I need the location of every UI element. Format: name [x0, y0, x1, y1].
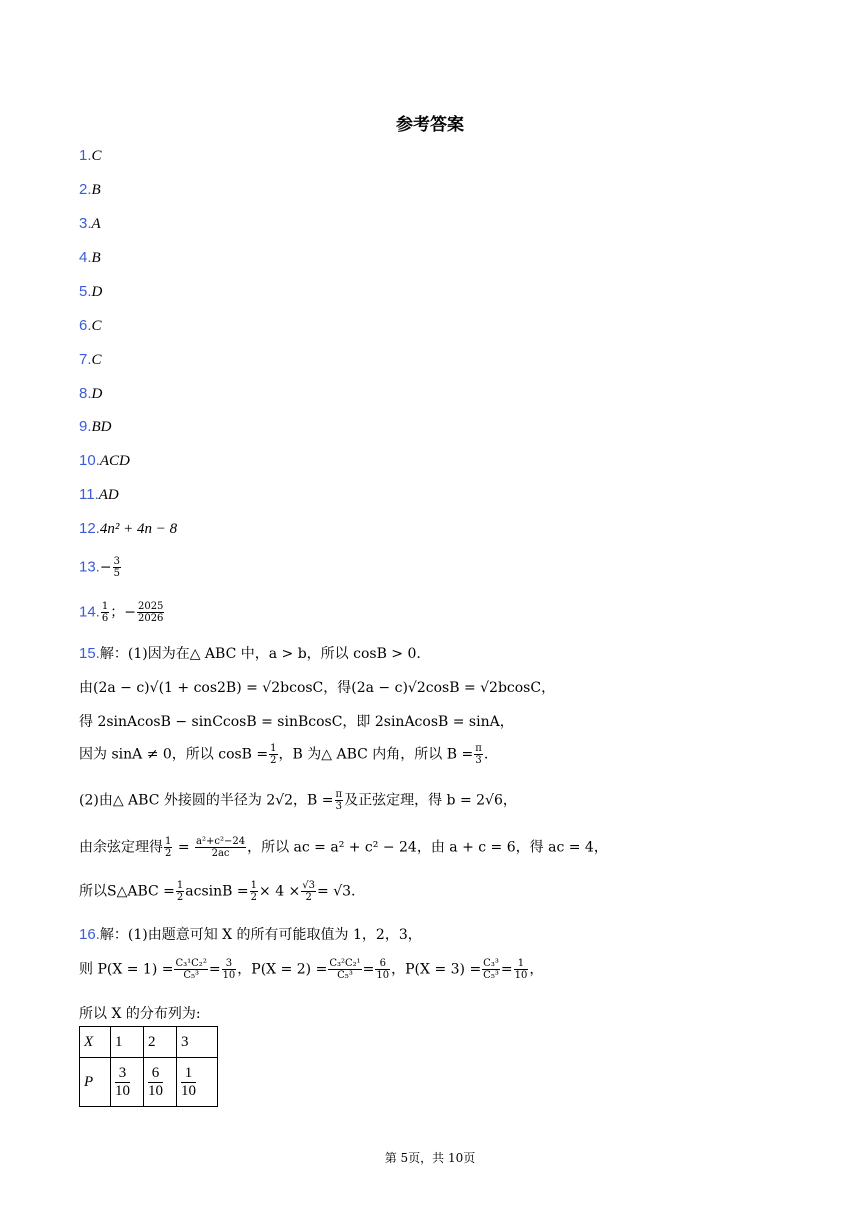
answer-choice: C: [91, 148, 102, 164]
fraction: [269, 743, 277, 766]
fraction: [176, 880, 184, 903]
separator: ；: [110, 604, 125, 621]
fraction: [514, 958, 529, 981]
q15-text-5a: (2)由△ ABC 外接圆的半径为 2√2，B =: [79, 792, 334, 809]
denominator: 10: [181, 1082, 196, 1099]
answer-item: [79, 351, 102, 369]
denominator: C₅³: [183, 970, 199, 981]
q16-text-2c: ，P(X = 3) =: [391, 961, 482, 978]
answer-item: [79, 418, 112, 436]
minus-sign: −: [99, 559, 112, 576]
denominator: 2: [250, 892, 258, 903]
q15-line-5: [79, 789, 517, 812]
q15-text-4b: ，B 为△ ABC 内角，所以 B =: [278, 746, 474, 763]
numerator: 1: [270, 743, 277, 754]
answer-choice: B: [91, 182, 101, 198]
period: .: [483, 746, 489, 763]
q15-line-3: 得 2sinAcosB − sinCcosB = sinBcosC，即 2sinAcosB = sinA，: [79, 714, 514, 730]
denominator: 10: [376, 970, 390, 981]
q15-line-7: [79, 880, 356, 903]
table-row: [80, 1027, 218, 1058]
answer-number: 9.: [79, 418, 92, 435]
fraction: [137, 601, 164, 624]
answer-item: [79, 385, 102, 403]
numerator: 1: [165, 836, 172, 847]
q15-text-1: 解：(1)因为在△ ABC 中，a > b，所以 cosB > 0.: [99, 646, 421, 662]
answer-choice: B: [91, 250, 101, 266]
table-cell: [144, 1058, 177, 1107]
answer-choice: ACD: [99, 453, 130, 469]
q15-text-6b: ，所以 ac = a² + c² − 24，由 a + c = 6，得 ac = 4，: [247, 839, 608, 856]
denominator: 3: [335, 801, 342, 812]
denominator: 2: [305, 892, 312, 903]
answer-number: 4.: [79, 249, 92, 266]
numerator: 2025: [137, 601, 164, 612]
fraction: [101, 601, 109, 624]
denominator: 10: [514, 970, 528, 981]
q15-text-5b: 及正弦定理，得 b = 2√6，: [344, 792, 517, 809]
answer-choice: C: [91, 352, 102, 368]
q16-text-2d: ，: [529, 961, 544, 978]
equals: =: [208, 961, 221, 978]
answer-13: [79, 556, 122, 579]
numerator: C₃²C₂¹: [329, 958, 361, 969]
answer-item: [79, 249, 101, 267]
answer-number: 7.: [79, 351, 92, 368]
numerator: C₃¹C₂²: [175, 958, 207, 969]
fraction: [335, 789, 344, 812]
answer-item: [79, 317, 102, 335]
table-cell: [80, 1058, 111, 1107]
minus-sign: −: [124, 604, 136, 621]
denominator: 3: [475, 755, 482, 766]
answer-choice: BD: [91, 419, 112, 435]
table-cell: 2: [144, 1027, 177, 1058]
numerator: 3: [222, 958, 237, 970]
numerator: C₃³: [483, 958, 499, 969]
answer-item: [79, 181, 101, 199]
answer-number: 8.: [79, 385, 92, 402]
table-cell: [80, 1027, 111, 1058]
denominator: 2: [165, 848, 172, 859]
numerator: 1: [181, 1065, 196, 1083]
q15-text-7a: 所以S△ABC =: [79, 883, 175, 900]
numerator: 3: [113, 556, 120, 567]
q16-text-1: 解：(1)由题意可知 X 的所有可能取值为 1，2，3，: [99, 927, 422, 943]
numerator: π: [335, 789, 343, 800]
denominator: 10: [115, 1082, 130, 1099]
denominator: 2ac: [211, 848, 230, 859]
answer-number: 5.: [79, 283, 92, 300]
x-label: X: [84, 1033, 94, 1050]
equals: =: [500, 961, 513, 978]
table-cell: [111, 1058, 144, 1107]
equals: =: [173, 839, 195, 856]
q15-text-6a: 由余弦定理得: [79, 839, 163, 856]
page-title: 参考答案: [396, 115, 464, 135]
fraction: [222, 958, 237, 981]
answer-item: [79, 147, 102, 165]
numerator: a²+c²−24: [196, 836, 246, 847]
numerator: 3: [115, 1065, 130, 1083]
answer-number: 10.: [79, 452, 100, 469]
distribution-table: [79, 1026, 218, 1107]
answer-choice: D: [91, 386, 103, 402]
q16-text-2b: ，P(X = 2) =: [237, 961, 328, 978]
denominator: C₅³: [337, 970, 353, 981]
answer-number: 6.: [79, 317, 92, 334]
fraction: [181, 1065, 196, 1100]
q16-line-3: 所以 X 的分布列为:: [79, 1006, 201, 1022]
denominator: 6: [101, 613, 109, 624]
fraction: [115, 1065, 130, 1100]
fraction: [174, 958, 207, 981]
p-label: P: [84, 1073, 94, 1090]
fraction: [195, 836, 246, 859]
q15-text-7d: = √3.: [317, 883, 356, 900]
fraction: [301, 880, 316, 903]
answer-choice: 4n² + 4n − 8: [99, 521, 178, 537]
q15-text-7c: × 4 ×: [259, 883, 301, 900]
denominator: 2: [270, 755, 277, 766]
denominator: 10: [148, 1082, 163, 1099]
answer-number: 2.: [79, 181, 92, 198]
numerator: √3: [302, 880, 316, 891]
fraction: [375, 958, 390, 981]
answer-choice: AD: [98, 487, 119, 503]
answer-choice: D: [91, 284, 103, 300]
fraction: [482, 958, 500, 981]
table-cell: [177, 1058, 218, 1107]
answer-number: 14.: [79, 603, 100, 621]
fraction: [164, 836, 172, 859]
answer-number: 16.: [79, 926, 100, 943]
answer-item: [79, 520, 177, 538]
answer-number: 3.: [79, 215, 92, 232]
denominator: C₅³: [483, 970, 499, 981]
q15-line-1: [79, 643, 421, 663]
fraction: [148, 1065, 163, 1100]
answer-item: [79, 215, 101, 233]
numerator: π: [475, 743, 482, 754]
answer-number: 1.: [79, 147, 92, 164]
denominator: 5: [113, 568, 120, 579]
answer-number: 12.: [79, 520, 100, 537]
fraction: [474, 743, 483, 766]
fraction: [250, 880, 258, 903]
answer-number: 13.: [79, 558, 100, 576]
numerator: 6: [148, 1065, 163, 1083]
table-cell: 1: [111, 1027, 144, 1058]
page-footer: 第 5页，共 10页: [384, 1151, 476, 1165]
answer-choice: C: [91, 318, 102, 334]
numerator: 1: [250, 880, 258, 891]
fraction: [328, 958, 361, 981]
table-cell: 3: [177, 1027, 218, 1058]
numerator: 1: [176, 880, 184, 891]
answer-choice: A: [91, 216, 101, 232]
answer-14: [79, 601, 165, 624]
q15-text-4a: 因为 sinA ≠ 0，所以 cosB =: [79, 746, 269, 763]
numerator: 1: [101, 601, 109, 612]
answer-number: 11.: [79, 486, 99, 503]
answer-number: 15.: [79, 645, 100, 662]
q15-line-6: [79, 836, 608, 859]
q16-line-1: [79, 924, 422, 944]
q15-text-7b: acsinB =: [185, 883, 249, 900]
table-row: [80, 1058, 218, 1107]
equals: =: [362, 961, 375, 978]
answer-item: [79, 486, 119, 504]
q16-line-2: [79, 958, 543, 981]
numerator: 1: [514, 958, 529, 970]
denominator: 2026: [137, 613, 164, 624]
q15-line-4: [79, 743, 488, 766]
denominator: 10: [222, 970, 236, 981]
numerator: 6: [375, 958, 390, 970]
answer-item: [79, 452, 130, 470]
denominator: 2: [176, 892, 184, 903]
fraction: [113, 556, 121, 579]
answer-item: [79, 283, 102, 301]
q16-text-2a: 则 P(X = 1) =: [79, 961, 174, 978]
q15-line-2: 由(2a − c)√(1 + cos2B) = √2bcosC，得(2a − c)√2cosB = √2bcosC，: [79, 680, 556, 696]
